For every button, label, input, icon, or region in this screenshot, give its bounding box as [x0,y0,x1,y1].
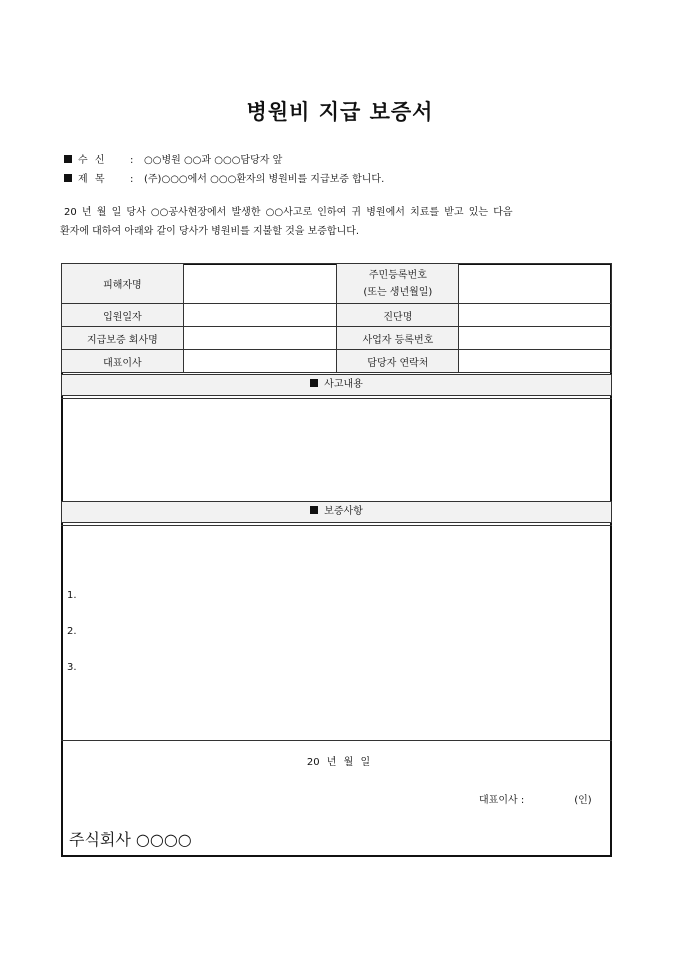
square-bullet-icon [64,155,72,163]
accident-section-header [61,374,612,396]
issue-date: 20 년 월 일 [306,757,371,768]
seal-mark: (인) [574,795,592,806]
guarantee-section-header [61,501,612,523]
intro-line-1: 20 년 월 일 당사 ○○공사현장에서 발생한 ○○사고로 인하여 귀 병원에서 치료를 받고 있는 다음 [64,207,513,218]
diagnosis-label: 진단명 [337,304,459,327]
document-title: 병원비 지급 보증서 [246,100,434,124]
guarantor-company-label: 지급보증 회사명 [62,327,184,350]
intro-paragraph [60,203,622,241]
subject-value: (주)○○○에서 ○○○환자의 병원비를 지급보증 합니다. [144,174,385,185]
admission-date-value[interactable] [183,304,337,327]
recipient-label: 수 신 [78,155,107,166]
square-bullet-icon [310,379,318,387]
resident-no-value[interactable] [459,264,612,304]
victim-name-label: 피해자명 [62,264,184,304]
square-bullet-icon [310,506,318,514]
contact-label: 담당자 연락처 [337,350,459,373]
recipient-value: ○○병원 ○○과 ○○○담당자 앞 [144,155,283,166]
guarantee-item-2: 2. [67,626,77,637]
company-name: 주식회사 ○○○○ [69,830,192,849]
representative-label: 대표이사 : [479,795,525,806]
subject-label: 제 목 [78,174,107,185]
business-no-label: 사업자 등록번호 [337,327,459,350]
contact-value[interactable] [459,350,612,373]
birth-text: (또는 생년월일) [363,286,433,298]
divider [61,398,612,399]
square-bullet-icon [64,174,72,182]
victim-name-value[interactable] [183,264,337,304]
admission-date-label: 입원일자 [62,304,184,327]
accident-section-title: 사고내용 [324,379,363,390]
guarantor-company-value[interactable] [183,327,337,350]
recipient-line: 수 신 : ○○병원 ○○과 ○○○담당자 앞 [64,151,282,166]
resident-no-label [337,264,459,304]
representative-line [479,791,592,806]
ceo-label: 대표이사 [62,350,184,373]
diagnosis-value[interactable] [459,304,612,327]
guarantee-item-3: 3. [67,662,77,673]
subject-line: 제 목 : (주)○○○에서 ○○○환자의 병원비를 지급보증 합니다. [64,170,384,185]
resident-no-text: 주민등록번호 [368,269,427,281]
guarantee-section-title: 보증사항 [324,506,363,517]
intro-line-2: 환자에 대하여 아래와 같이 당사가 병원비를 지불할 것을 보증합니다. [60,226,360,237]
divider [61,525,612,526]
guarantee-item-1: 1. [67,590,77,601]
form-box [61,263,612,857]
divider [61,740,612,741]
info-table [61,263,612,373]
business-no-value[interactable] [459,327,612,350]
ceo-value[interactable] [183,350,337,373]
